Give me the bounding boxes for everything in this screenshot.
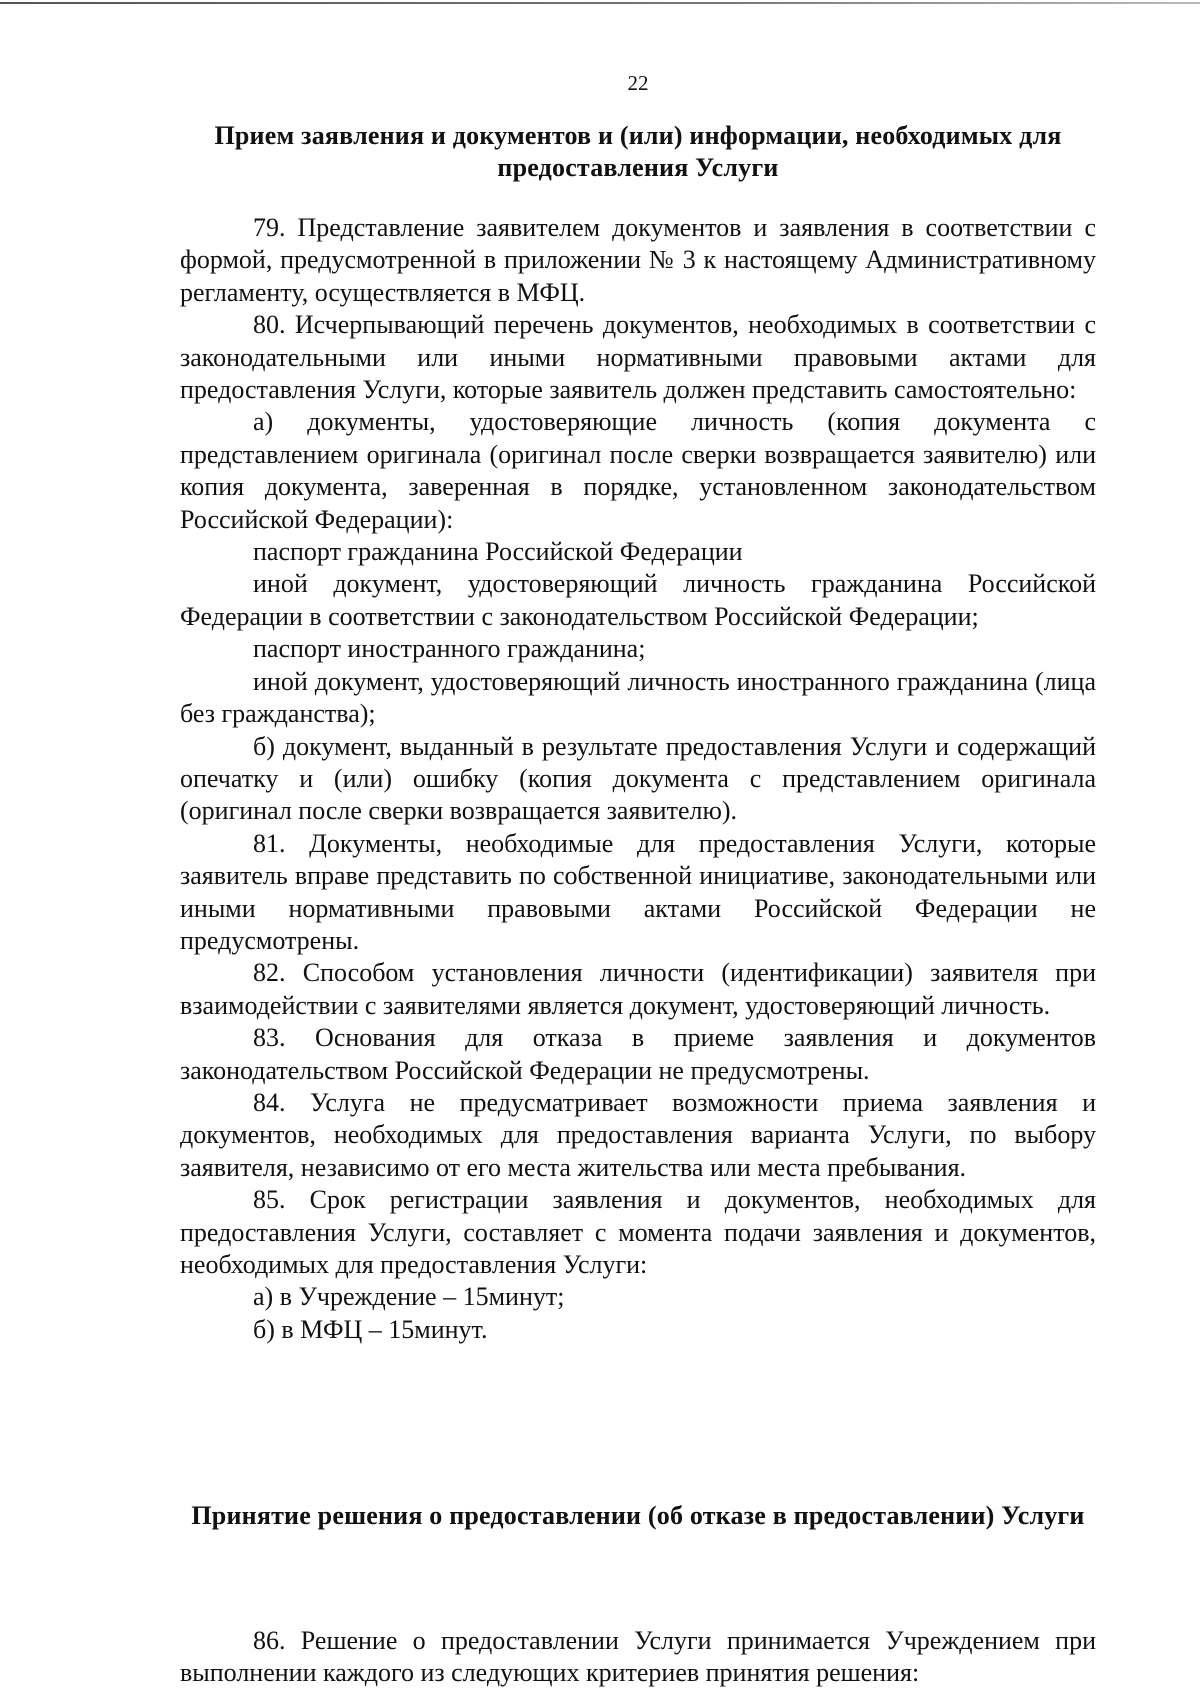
paragraph-80-a-item-2: иной документ, удостоверяющий личность гражданина Российской Федерации в соответствии с законодательством Российской Федерации; [180, 569, 1096, 631]
paragraph-83: 83. Основания для отказа в приеме заявления и документов законодательством Российской Федерации не предусмотрены. [180, 1023, 1096, 1085]
section-body-decision [180, 1625, 1096, 1690]
page-number: 22 [627, 71, 649, 95]
paragraph-80-a: а) документы, удостоверяющие личность (копия документа с представлением оригинала (оригинал после сверки возвращается заявителю) или копия документа, заверенная в порядке, установленном законодательством Российской Федерации): [180, 407, 1096, 534]
paragraph-80-a-item-1: паспорт гражданина Российской Федерации [253, 537, 743, 567]
paragraph-82: 82. Способом установления личности (идентификации) заявителя при взаимодействии с заявителями является документ, удостоверяющий личность. [180, 958, 1096, 1020]
section-title-decision: Принятие решения о предоставлении (об отказе в предоставлении) Услуги [191, 1501, 1085, 1530]
section-body-application-intake [180, 212, 1096, 1346]
scan-top-edge [0, 2, 1200, 4]
section-title-application-intake: Прием заявления и документов и (или) информации, необходимых для предоставления Услуги [214, 121, 1062, 182]
paragraph-86: 86. Решение о предоставлении Услуги принимается Учреждением при выполнении каждого из следующих критериев принятия решения: [180, 1626, 1096, 1688]
paragraph-81: 81. Документы, необходимые для предоставления Услуги, которые заявитель вправе представить по собственной инициативе, законодательными или иными нормативными правовыми актами Российской Федерации не предусмотрены. [180, 828, 1096, 955]
paragraph-80-b: б) документ, выданный в результате предоставления Услуги и содержащий опечатку и (или) ошибку (копия документа с представлением оригинала (оригинал после сверки возвращается заявителю). [180, 731, 1096, 826]
paragraph-79: 79. Представление заявителем документов и заявления в соответствии с формой, предусмотренной в приложении № 3 к настоящему Административному регламенту, осуществляется в МФЦ. [180, 213, 1096, 307]
paragraph-85-b: б) в МФЦ – 15минут. [253, 1314, 488, 1344]
paragraph-80-a-item-4: иной документ, удостоверяющий личность иностранного гражданина (лица без гражданства); [180, 666, 1096, 729]
paragraph-80: 80. Исчерпывающий перечень документов, необходимых в соответствии с законодательными или иными нормативными правовыми актами для предоставления Услуги, которые заявитель должен представить самостоятельно: [180, 310, 1096, 405]
paragraph-80-a-item-3: паспорт иностранного гражданина; [253, 634, 646, 664]
paragraph-85-a: а) в Учреждение – 15минут; [253, 1282, 565, 1312]
paragraph-84: 84. Услуга не предусматривает возможности приема заявления и документов, необходимых для предоставления варианта Услуги, по выбору заявителя, независимо от его места жительства или места пребывания. [180, 1087, 1096, 1182]
paragraph-85: 85. Срок регистрации заявления и документов, необходимых для предоставления Услуги, составляет с момента подачи заявления и документов, необходимых для предоставления Услуги: [180, 1185, 1096, 1279]
